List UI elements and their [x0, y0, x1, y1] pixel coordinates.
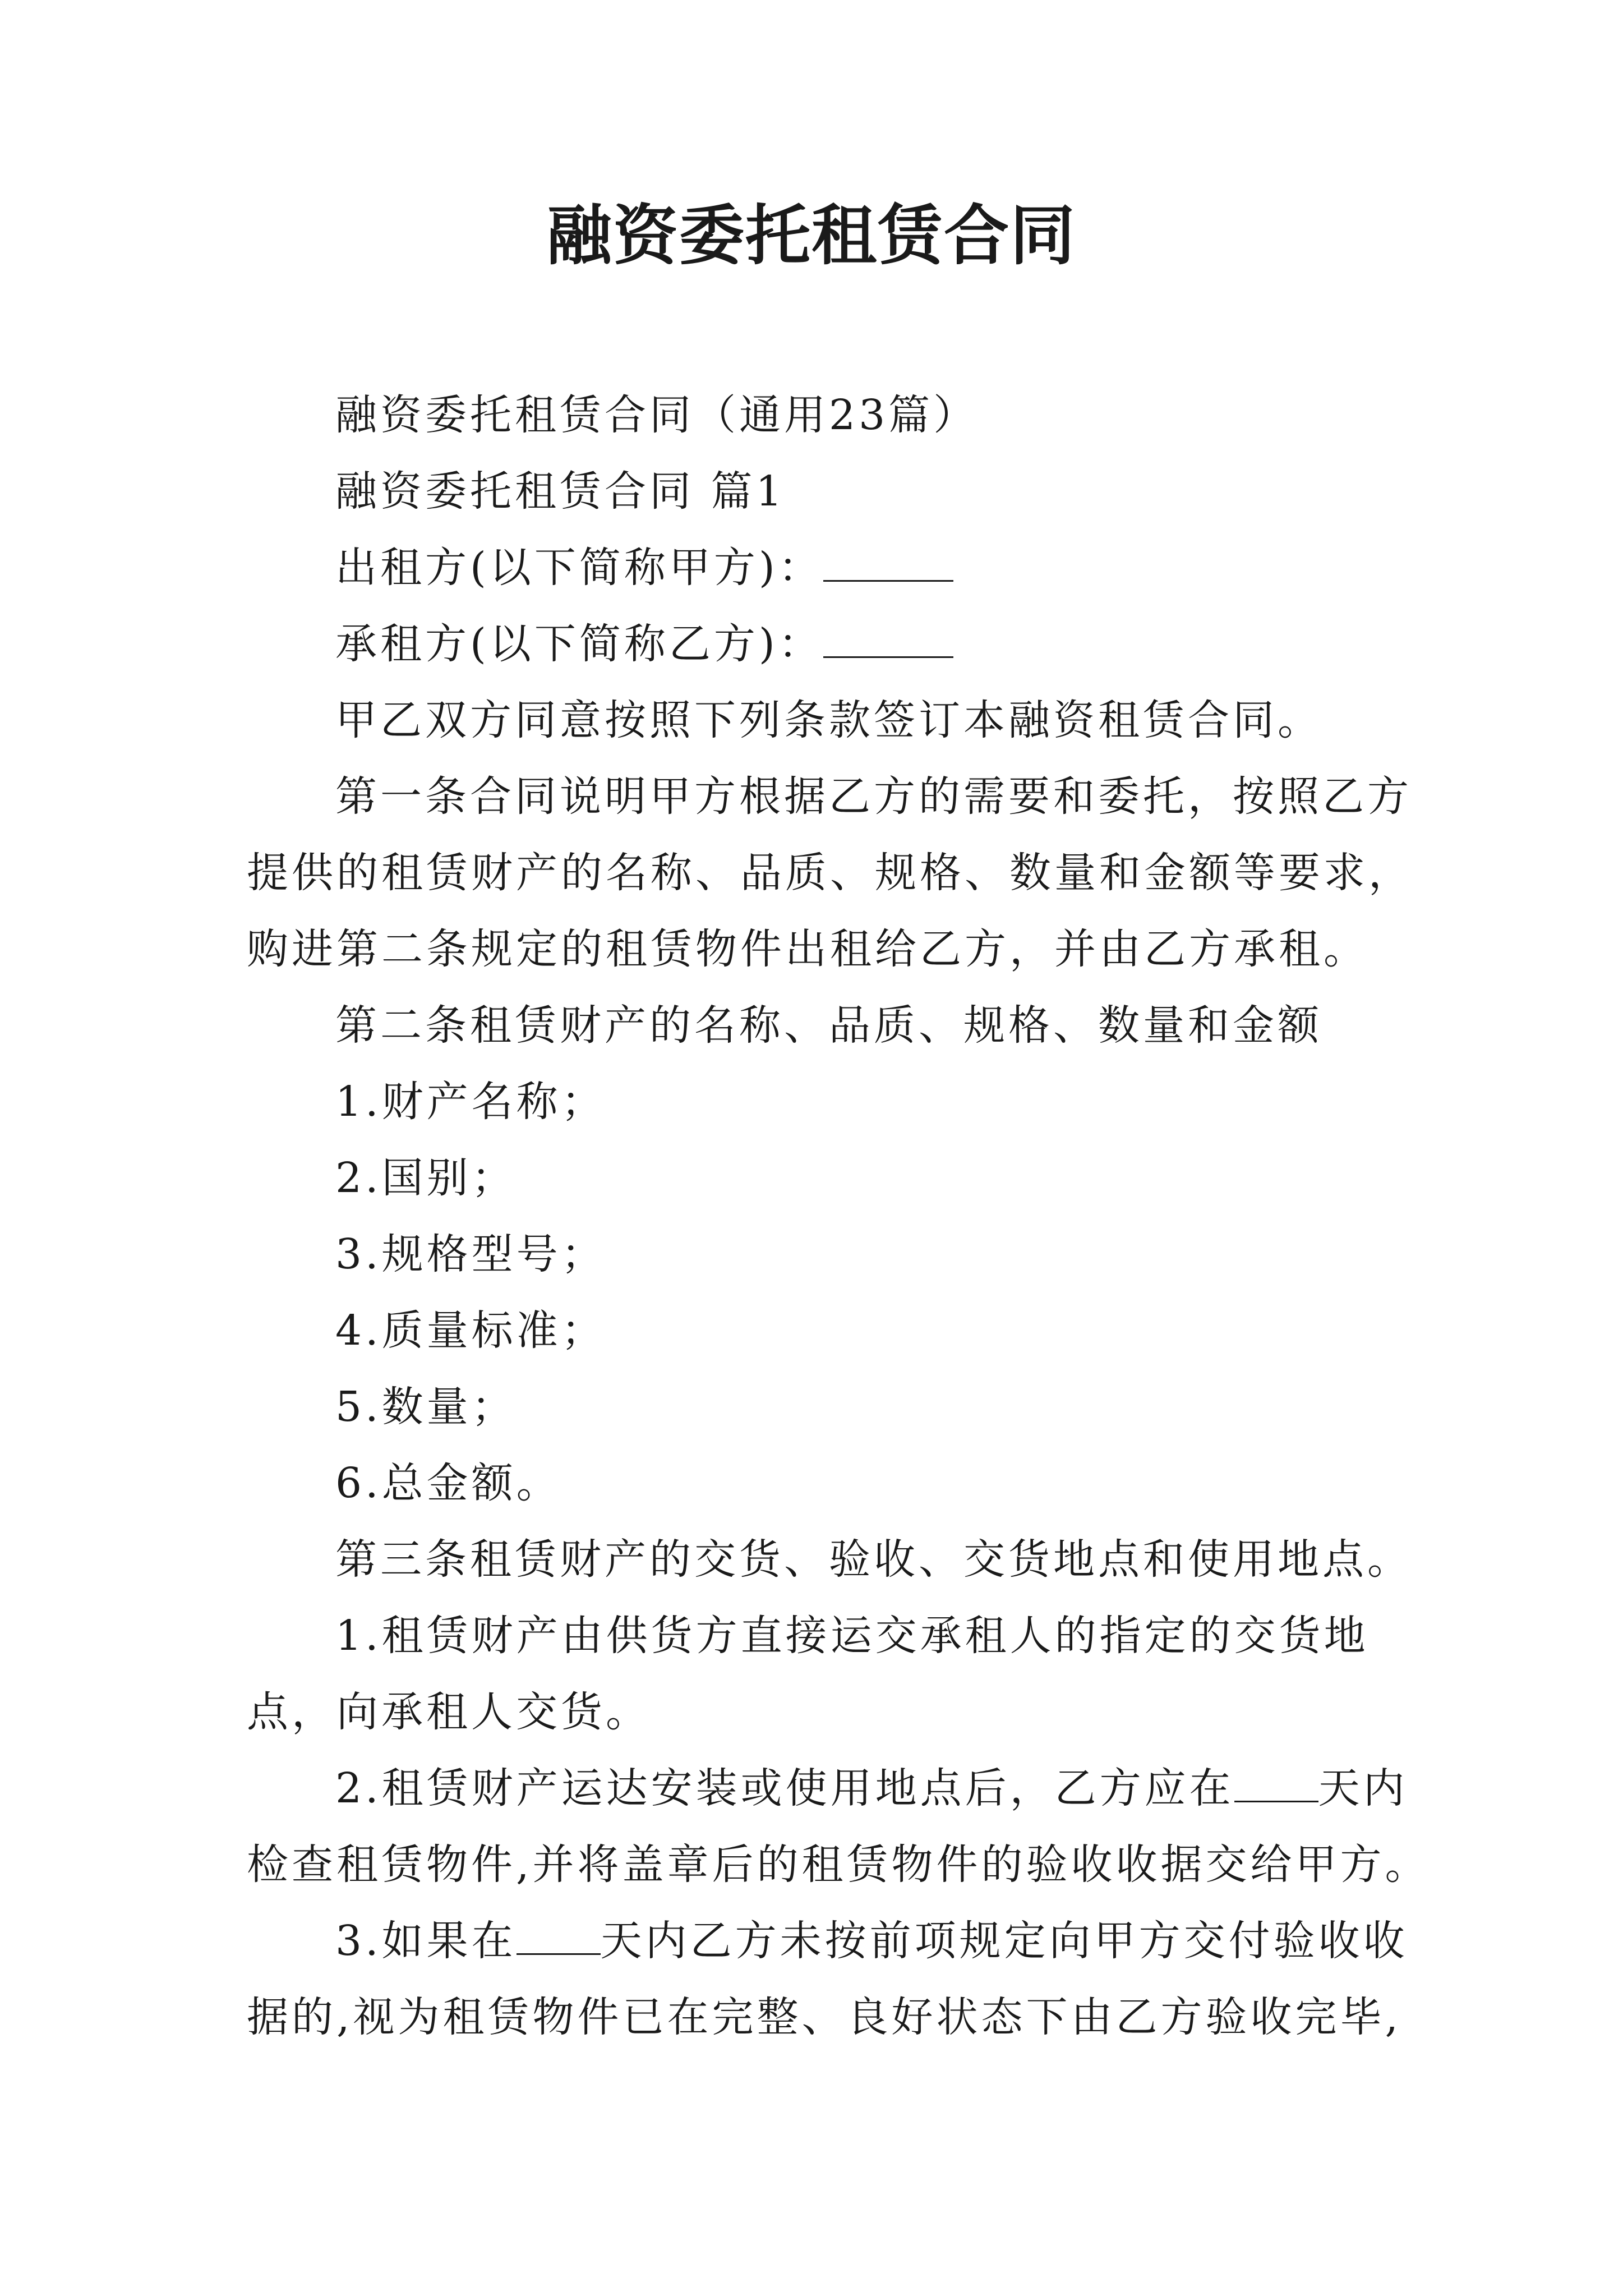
lessor-label: 出租方(以下简称甲方)：	[335, 544, 823, 592]
paragraph-line: 第二条租赁财产的名称、品质、规格、数量和金额	[335, 1001, 1322, 1050]
list-item: 5.数量；	[335, 1383, 517, 1431]
paragraph-line: 购进第二条规定的租赁物件出租给乙方，并由乙方承租。	[247, 925, 1368, 973]
days-blank	[1234, 1767, 1318, 1802]
document-title: 融资委托租赁合同	[547, 197, 1076, 274]
paragraph-line: 点，向承租人交货。	[247, 1688, 651, 1736]
paragraph-line: 甲乙双方同意按照下列条款签订本融资租赁合同。	[335, 696, 1322, 744]
lessee-blank	[823, 623, 953, 658]
list-item: 3.规格型号；	[335, 1230, 606, 1278]
clause-text: 2.租赁财产运达安装或使用地点后，乙方应在	[335, 1764, 1234, 1812]
list-item: 4.质量标准；	[335, 1306, 606, 1355]
section-heading: 融资委托租赁合同 篇1	[335, 467, 786, 516]
lessee-line	[335, 616, 1401, 672]
paragraph-line: 1.租赁财产由供货方直接运交承租人的指定的交货地	[335, 1612, 1369, 1660]
paragraph-line: 检查租赁物件,并将盖章后的租赁物件的验收收据交给甲方。	[247, 1841, 1430, 1889]
paragraph-line: 第三条租赁财产的交货、验收、交货地点和使用地点。	[335, 1535, 1412, 1584]
paragraph-line: 第一条合同说明甲方根据乙方的需要和委托，按照乙方	[335, 772, 1412, 821]
list-item: 6.总金额。	[335, 1459, 561, 1507]
list-item: 1.财产名称；	[335, 1078, 606, 1126]
lessor-blank	[823, 546, 953, 582]
clause-text: 天内乙方未按前项规定向甲方交付验收收	[600, 1917, 1408, 1965]
paragraph-line	[335, 1760, 1408, 1816]
clause-text: 天内	[1318, 1764, 1408, 1812]
lessee-label: 承租方(以下简称乙方)：	[335, 620, 823, 668]
list-item: 2.国别；	[335, 1154, 517, 1202]
lessor-line	[335, 540, 1401, 596]
clause-text: 3.如果在	[335, 1917, 517, 1965]
paragraph-line: 据的,视为租赁物件已在完整、良好状态下由乙方验收完毕,	[247, 1993, 1402, 2041]
days-blank	[517, 1920, 601, 1955]
document-subtitle: 融资委托租赁合同（通用23篇）	[335, 391, 979, 439]
paragraph-line	[335, 1913, 1408, 1969]
paragraph-line: 提供的租赁财产的名称、品质、规格、数量和金额等要求，	[247, 849, 1413, 897]
